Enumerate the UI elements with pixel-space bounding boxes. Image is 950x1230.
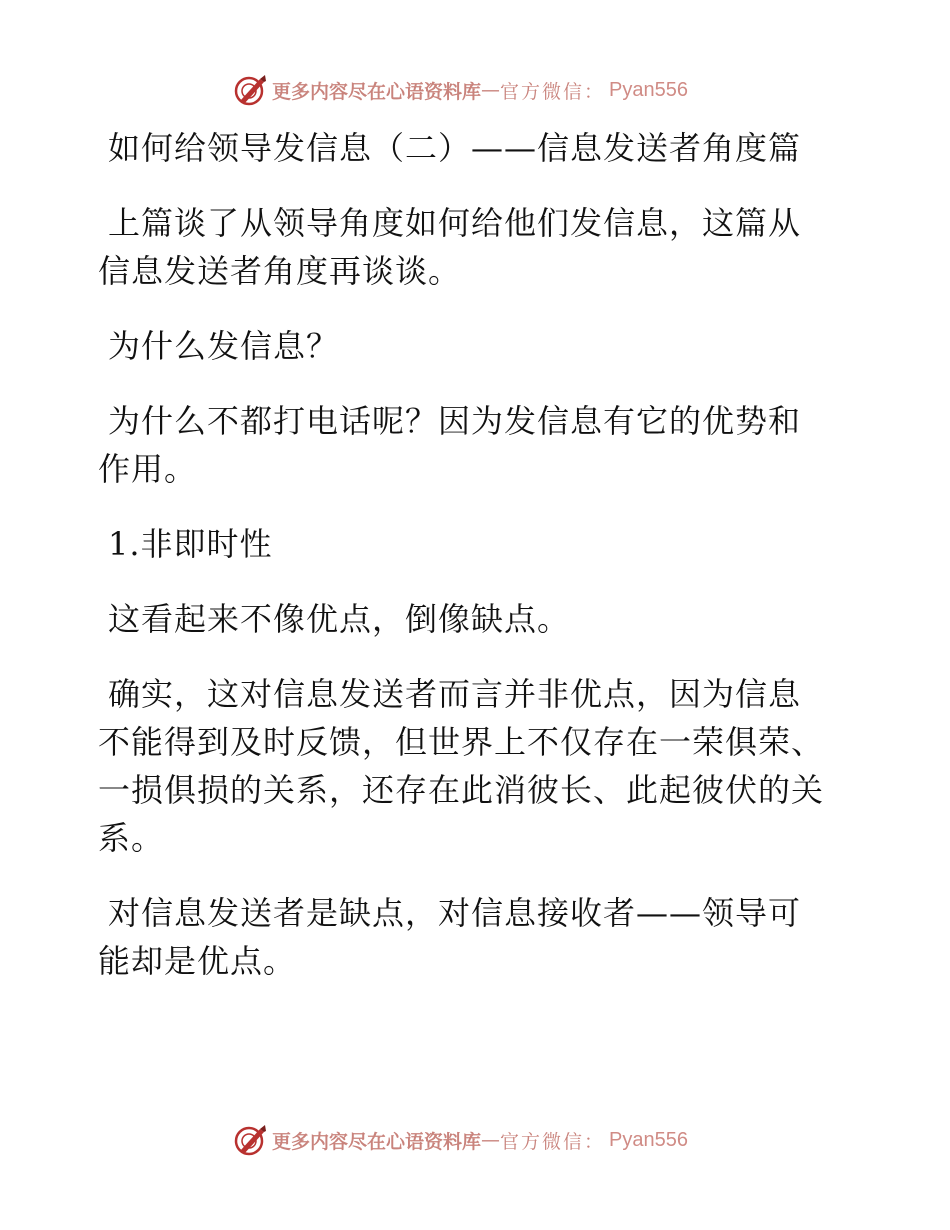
paragraph-line: 对信息发送者是缺点，对信息接收者——领导可	[108, 894, 802, 932]
section-heading: 1.非即时性	[108, 525, 273, 563]
header-watermark	[0, 70, 950, 110]
paragraph-line: 为什么不都打电话呢？因为发信息有它的优势和	[108, 402, 802, 440]
header-site-text: 更多内容尽在心语资料库	[272, 80, 482, 103]
paragraph-line: 系。	[98, 819, 165, 857]
paragraph-line: 为什么发信息？	[108, 327, 340, 365]
paragraph-line: 作用。	[98, 450, 198, 488]
paragraph-line: 一损俱损的关系，还存在此消彼长、此起彼伏的关	[98, 771, 825, 809]
header-dash: —	[481, 79, 501, 101]
paragraph-line: 能却是优点。	[98, 942, 297, 980]
footer-wechat-label: 官方微信：	[500, 1130, 606, 1153]
header-wechat-label: 官方微信：	[500, 80, 606, 103]
paragraph-line: 上篇谈了从领导角度如何给他们发信息，这篇从	[108, 204, 802, 242]
paragraph-line: 不能得到及时反馈，但世界上不仅存在一荣俱荣、	[98, 723, 825, 761]
footer-dash: —	[481, 1129, 501, 1151]
footer-wechat-id: Pyan556	[609, 1128, 688, 1151]
pen-circle-logo-icon	[234, 1123, 268, 1157]
document-title: 如何给领导发信息（二）——信息发送者角度篇	[108, 129, 802, 167]
footer-site-text: 更多内容尽在心语资料库	[272, 1130, 482, 1153]
paragraph-line: 确实，这对信息发送者而言并非优点，因为信息	[108, 675, 802, 713]
footer-watermark	[0, 1120, 950, 1160]
pen-circle-logo-icon	[234, 73, 268, 107]
paragraph-line: 这看起来不像优点，倒像缺点。	[108, 600, 571, 638]
document-body	[98, 124, 858, 985]
header-wechat-id: Pyan556	[609, 78, 688, 101]
paragraph-line: 信息发送者角度再谈谈。	[98, 252, 462, 290]
